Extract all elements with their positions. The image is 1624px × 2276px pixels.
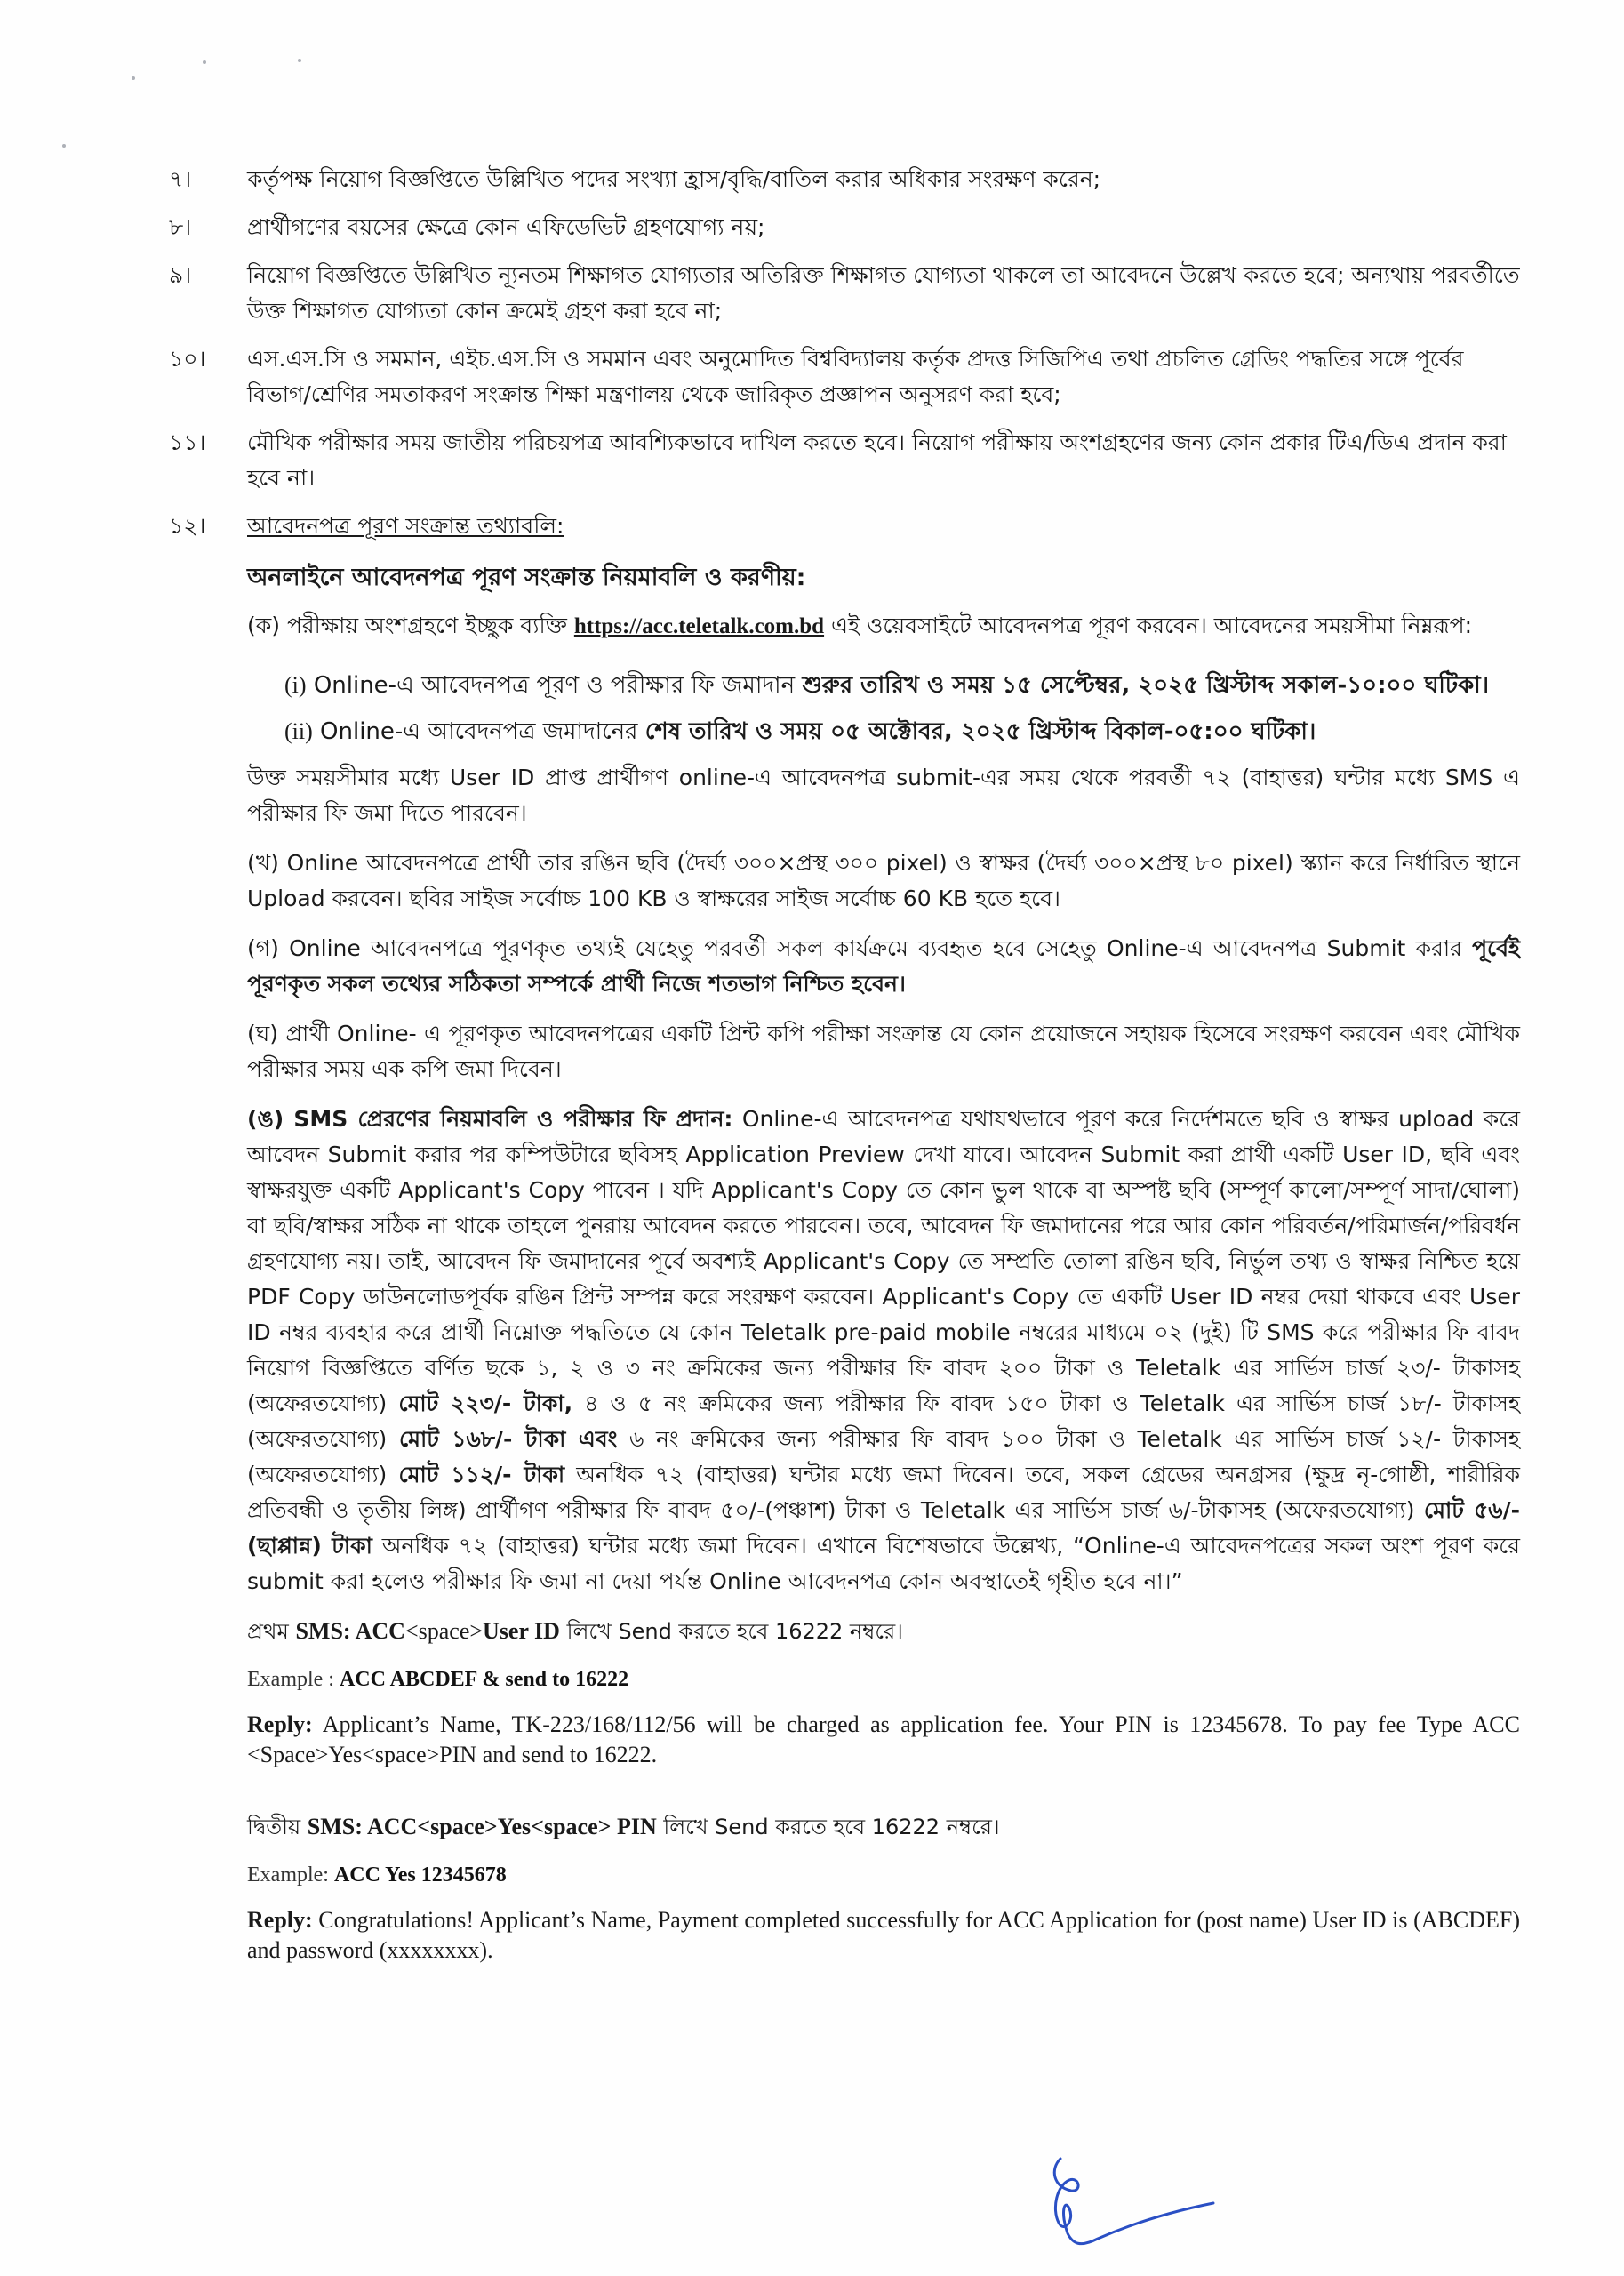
first-sms-example — [169, 1662, 1520, 1697]
clause-gha: (ঘ) প্রার্থী Online- এ পূরণকৃত আবেদনপত্রের একটি প্রিন্ট কপি পরীক্ষা সংক্রান্ত যে কোন প্রয়োজনে সহায়ক হিসেবে সংরক্ষণ করবেন এবং মৌখিক পরীক্ষার সময় এক কপি জমা দিবেন। — [247, 1021, 1520, 1082]
clause-10 — [169, 341, 1520, 413]
clause-number: ৮। — [169, 214, 192, 240]
reply-label: Reply: — [247, 1907, 313, 1933]
online-rules-heading: অনলাইনে আবেদনপত্র পূরণ সংক্রান্ত নিয়মাবলি ও করণীয়: — [247, 564, 806, 591]
scan-speck — [62, 144, 66, 148]
deadline-start-date: শুরুর তারিখ ও সময় ১৫ সেপ্টেম্বর, ২০২৫ খ্রিস্টাব্দ সকাল-১০:০০ ঘটিকা। — [802, 672, 1490, 699]
clause-11 — [169, 425, 1520, 496]
deadline-end-date: শেষ তারিখ ও সময় ০৫ অক্টোবর, ২০২৫ খ্রিস্টাব্দ বিকাল-০৫:০০ ঘটিকা। — [644, 718, 1316, 745]
clause-text: প্রার্থীগণের বয়সের ক্ষেত্রে কোন এফিডেভিট গ্রহণযোগ্য নয়; — [247, 214, 765, 240]
clause-ka-suffix: এই ওয়েবসাইটে আবেদনপত্র পূরণ করবেন। আবেদনের সময়সীমা নিম্নরূপ: — [831, 613, 1472, 638]
clause-8 — [169, 210, 1520, 245]
second-sms-instruction — [169, 1809, 1520, 1845]
second-sms-example — [169, 1857, 1520, 1893]
second-sms-code: SMS: ACC<space>Yes<space> PIN — [307, 1814, 657, 1839]
deadline-text: Online-এ আবেদনপত্র পূরণ ও পরীক্ষার ফি জমাদান — [313, 672, 796, 699]
user-id-token: User ID — [483, 1618, 560, 1644]
deadline-label: (i) — [284, 672, 307, 698]
clause-text: এস.এস.সি ও সমমান, এইচ.এস.সি ও সমমান এবং অনুমোদিত বিশ্ববিদ্যালয় কর্তৃক প্রদত্ত সিজিপিএ তথা প্রচলিত গ্রেডিং পদ্ধতির সঙ্গে পূর্বের বিভাগ/শ্রেণির সমতাকরণ সংক্রান্ত শিক্ষা মন্ত্রণালয় থেকে জারিকৃত প্রজ্ঞাপন অনুসরণ করা হবে; — [247, 346, 1464, 407]
clause-ga-bold: পূর্বেই পূরণকৃত সকল তথ্যের সঠিকতা সম্পর্কে প্রার্থী নিজে শতভাগ নিশ্চিত হবেন। — [247, 935, 1520, 997]
clause-kha: (খ) Online আবেদনপত্রে প্রার্থী তার রঙিন ছবি (দৈর্ঘ্য ৩০০×প্রস্থ ৩০০ pixel) ও স্বাক্ষর (দৈর্ঘ্য ৩০০×প্রস্থ ৮০ pixel) স্ক্যান করে নির্ধারিত স্থানে Upload করবেন। ছবির সাইজ সর্বোচ্চ 100 KB ও স্বাক্ষরের সাইজ সর্বোচ্চ 60 KB হতে হবে। — [247, 850, 1520, 911]
clause-uma — [169, 1102, 1520, 1599]
application-website-link[interactable]: https://acc.teletalk.com.bd — [573, 614, 825, 638]
second-sms-rest: লিখে Send করতে হবে 16222 নম্বরে। — [663, 1815, 1000, 1839]
first-sms-label: প্রথম — [247, 1619, 289, 1644]
clause-ka-prefix: (ক) পরীক্ষায় অংশগ্রহণে ইচ্ছুক ব্যক্তি — [247, 613, 567, 638]
spacer — [169, 1786, 1520, 1809]
clause-7 — [169, 162, 1520, 197]
example-label: Example : — [247, 1668, 334, 1691]
sms-fee-text-2: ৪ ও ৫ নং ক্রমিকের জন্য পরীক্ষার ফি বাবদ ১৫০ টাকা ও Teletalk এর সার্ভিস চার্জ ১৮/- টাকাসহ (অফেরতযোগ্য) — [247, 1390, 1521, 1452]
example-value: ACC ABCDEF & send to 16222 — [339, 1668, 629, 1691]
sms-fee-text-1: Online-এ আবেদনপত্র যথাযথভাবে পূরণ করে নির্দেশমতে ছবি ও স্বাক্ষর upload করে আবেদন Submit করার পর কম্পিউটারে ছবিসহ Application Preview দেখা যাবে। আবেদন Submit করা প্রার্থী একটি User ID, ছবি এবং স্বাক্ষরযুক্ত একটি Applicant's Copy পাবেন । যদি Applicant's Copy তে কোন ভুল থাকে বা অস্পষ্ট ছবি (সম্পূর্ণ কালো/সম্পূর্ণ সাদা/ঘোলা) বা ছবি/স্বাক্ষর সঠিক না থাকে তাহলে পুনরায় আবেদন করতে পারবেন। তবে, আবেদন ফি জমাদানের পরে আর কোন পরিবর্তন/পরিমার্জন/পরিবর্ধন গ্রহণযোগ্য নয়। তাই, আবেদন ফি জমাদানের পূর্বে অবশ্যই Applicant's Copy তে সম্প্রতি তোলা রঙিন ছবি, নির্ভুল তথ্য ও স্বাক্ষর নিশ্চিত হয়ে PDF Copy ডাউনলোডপূর্বক রঙিন প্রিন্ট সম্পন্ন করে সংরক্ষণ করবেন। Applicant's Copy তে একটি User ID নম্বর দেয়া থাকবে এবং User ID নম্বর ব্যবহার করে প্রার্থী নিম্নোক্ত পদ্ধতিতে যে কোন Teletalk pre-paid mobile নম্বরের মাধ্যমে ০২ (দুই) টি SMS করে পরীক্ষার ফি বাবদ নিয়োগ বিজ্ঞপ্তিতে বর্ণিত ছকে ১, ২ ও ৩ নং ক্রমিকের জন্য পরীক্ষার ফি বাবদ ২০০ টাকা ও Teletalk এর সার্ভিস চার্জ ২৩/- টাকাসহ (অফেরতযোগ্য) — [247, 1106, 1520, 1416]
clause-12 — [169, 509, 1520, 544]
first-sms-reply — [169, 1710, 1520, 1770]
example-value: ACC Yes 12345678 — [333, 1863, 507, 1887]
fee-total-112: মোট ১১২/- টাকা — [398, 1462, 565, 1487]
scan-speck — [132, 76, 135, 80]
reply-label: Reply: — [247, 1711, 313, 1737]
first-sms-instruction — [169, 1614, 1520, 1649]
reply-text: Congratulations! Applicant’s Name, Payment completed successfully for ACC Application for (post name) User ID is (ABCDEF) and password (xxxxxxxx). — [247, 1907, 1520, 1963]
clause-ga-text: (গ) Online আবেদনপত্রে পূরণকৃত তথ্যই যেহেতু পরবর্তী সকল কার্যক্রমে ব্যবহৃত হবে সেহেতু Online-এ আবেদনপত্র Submit করার — [247, 935, 1462, 961]
signature-stroke — [1054, 2159, 1213, 2244]
clause-text: কর্তৃপক্ষ নিয়োগ বিজ্ঞপ্তিতে উল্লিখিত পদের সংখ্যা হ্রাস/বৃদ্ধি/বাতিল করার অধিকার সংরক্ষণ করেন; — [247, 166, 1101, 192]
sms-fee-heading: (ঙ) SMS প্রেরণের নিয়মাবলি ও পরীক্ষার ফি প্রদান: — [247, 1106, 733, 1132]
deadline-start — [169, 668, 1520, 703]
space-token: <space> — [404, 1618, 484, 1644]
payment-window-note: উক্ত সময়সীমার মধ্যে User ID প্রাপ্ত প্রার্থীগণ online-এ আবেদনপত্র submit-এর সময় থেকে পরবর্তী ৭২ (বাহাত্তর) ঘন্টার মধ্যে SMS এ পরীক্ষার ফি জমা দিতে পারবেন। — [247, 765, 1520, 826]
signature — [1044, 2152, 1276, 2258]
clause-text: মৌখিক পরীক্ষার সময় জাতীয় পরিচয়পত্র আবশ্যিকভাবে দাখিল করতে হবে। নিয়োগ পরীক্ষায় অংশগ্রহণের জন্য কোন প্রকার টিএ/ডিএ প্রদান করা হবে না। — [247, 429, 1507, 491]
scan-speck — [203, 60, 206, 64]
sms-fee-text-5: অনধিক ৭২ (বাহাত্তর) ঘন্টার মধ্যে জমা দিবেন। এখানে বিশেষভাবে উল্লেখ্য, “Online-এ আবেদনপত্রের সকল অংশ পূরণ করে submit করা হলেও পরীক্ষার ফি জমা না দেয়া পর্যন্ত Online আবেদনপত্র কোন অবস্থাতেই গৃহীত হবে না।” — [247, 1533, 1520, 1594]
clause-number: ৭। — [169, 166, 192, 192]
sms-fee-text-3: ৬ নং ক্রমিকের জন্য পরীক্ষার ফি বাবদ ১০০ টাকা ও Teletalk এর সার্ভিস চার্জ ১২/- টাকাসহ (অফেরতযোগ্য) — [247, 1426, 1520, 1487]
fee-total-56: মোট ৫৬/-(ছাপ্পান্ন) টাকা — [247, 1497, 1520, 1559]
clause-number: ৯। — [169, 262, 192, 288]
clause-9 — [169, 258, 1520, 329]
section-heading: আবেদনপত্র পূরণ সংক্রান্ত তথ্যাবলি: — [247, 513, 564, 539]
deadline-end — [169, 714, 1520, 749]
clause-text: নিয়োগ বিজ্ঞপ্তিতে উল্লিখিত ন্যূনতম শিক্ষাগত যোগ্যতার অতিরিক্ত শিক্ষাগত যোগ্যতা থাকলে তা আবেদনে উল্লেখ করতে হবে; অন্যথায় পরবর্তীতে উক্ত শিক্ষাগত যোগ্যতা কোন ক্রমেই গ্রহণ করা হবে না; — [247, 262, 1520, 324]
clause-ga — [169, 931, 1520, 1002]
fee-total-168: মোট ১৬৮/- টাকা এবং — [398, 1426, 618, 1452]
clause-number: ১১। — [169, 429, 206, 455]
deadline-label: (ii) — [284, 718, 313, 744]
clause-number: ১২। — [169, 513, 206, 539]
document-body — [169, 162, 1520, 1982]
second-sms-label: দ্বিতীয় — [247, 1815, 301, 1839]
scan-speck — [298, 59, 301, 62]
reply-text: Applicant’s Name, TK-223/168/112/56 will be charged as application fee. Your PIN is 12345678. To pay fee Type ACC <Space>Yes<space>PIN and send to 16222. — [247, 1711, 1520, 1767]
deadline-text: Online-এ আবেদনপত্র জমাদানের — [320, 718, 638, 745]
fee-total-223: মোট ২২৩/- টাকা, — [398, 1390, 573, 1416]
first-sms-rest: লিখে Send করতে হবে 16222 নম্বরে। — [566, 1619, 903, 1644]
sms-fee-text-4: অনধিক ৭২ (বাহাত্তর) ঘন্টার মধ্যে জমা দিবেন। তবে, সকল গ্রেডের অনগ্রসর (ক্ষুদ্র নৃ-গোষ্ঠী, শারীরিক প্রতিবন্ধী ও তৃতীয় লিঙ্গ) প্রার্থীগণ পরীক্ষার ফি বাবদ ৫০/-(পঞ্চাশ) টাকা ও Teletalk এর সার্ভিস চার্জ ৬/-টাকাসহ (অফেরতযোগ্য) — [247, 1462, 1520, 1523]
first-sms-code: SMS: ACC — [295, 1618, 405, 1644]
example-label: Example: — [247, 1863, 329, 1887]
second-sms-reply — [169, 1905, 1520, 1966]
clause-ka — [169, 608, 1520, 645]
clause-number: ১০। — [169, 346, 206, 372]
